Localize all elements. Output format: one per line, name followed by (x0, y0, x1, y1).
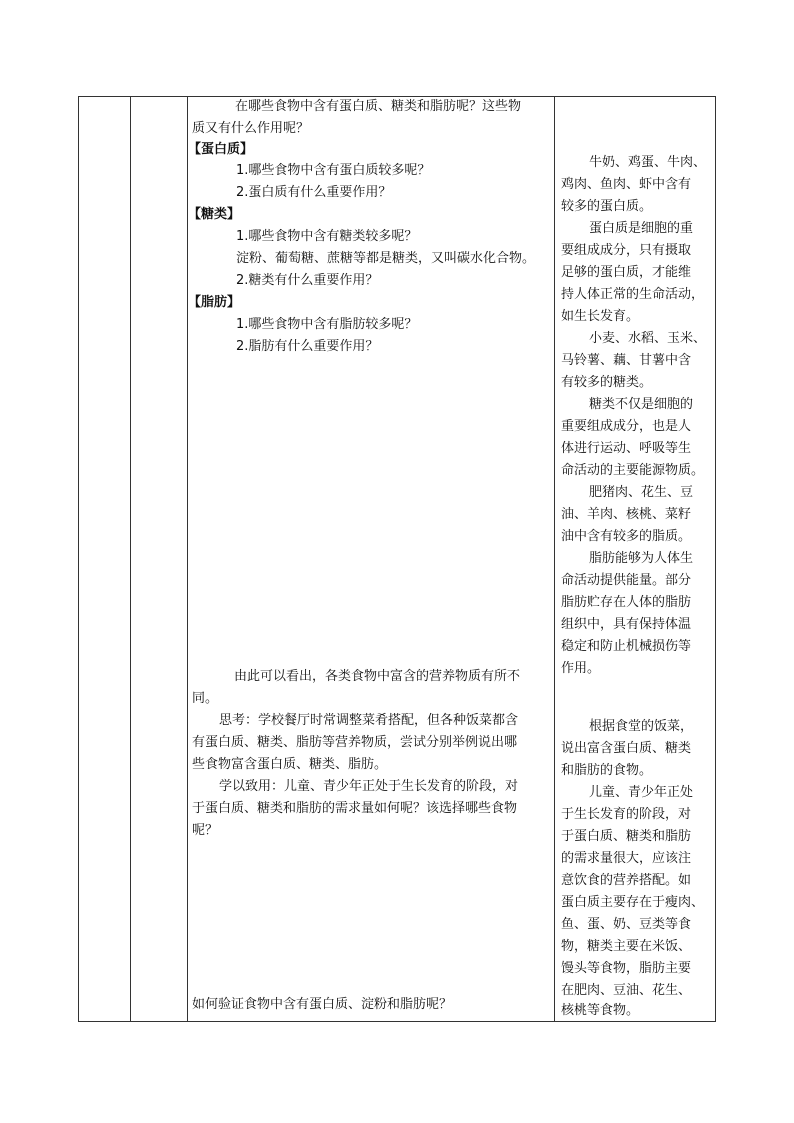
fat-role-line-6: 作用。 (561, 661, 601, 676)
sugar-role-line-4: 命活动的主要能源物质。 (561, 463, 705, 478)
verify-question: 如何验证食物中含有蛋白质、淀粉和脂肪呢？ (192, 997, 453, 1012)
protein-heading: 【蛋白质】 (188, 142, 254, 157)
youth-line-7: 鱼、蛋、奶、豆类等食 (561, 917, 692, 932)
sugar-role-line-3: 体进行运动、呼吸等生 (561, 441, 692, 456)
sugar-foods-line-1: 小麦、水稻、玉米、 (589, 331, 707, 346)
fat-role-line-2: 命活动提供能量。部分 (561, 573, 692, 588)
sugar-question-1: 1.哪些食物中含有糖类较多呢？ (236, 229, 418, 244)
fat-role-line-3: 脂肪贮存在人体的脂肪 (561, 595, 692, 610)
youth-line-5: 意饮食的营养搭配。如 (561, 873, 692, 888)
sugar-foods-line-2: 马铃薯、藕、甘薯中含 (561, 353, 692, 368)
youth-line-11: 核桃等食物。 (561, 1003, 640, 1018)
youth-line-8: 物，糖类主要在米饭、 (561, 939, 692, 954)
fat-heading: 【脂肪】 (188, 295, 241, 310)
protein-foods-line-1: 牛奶、鸡蛋、牛肉、 (589, 155, 707, 170)
youth-line-4: 的需求量很大，应该注 (561, 851, 692, 866)
protein-foods-line-3: 较多的蛋白质。 (561, 199, 653, 214)
protein-role-line-5: 如生长发育。 (561, 309, 640, 324)
column-divider-3 (554, 97, 555, 1021)
think-line-2: 有蛋白质、糖类、脂肪等营养物质，尝试分别举例说出哪 (192, 735, 518, 750)
column-divider-2 (187, 97, 188, 1021)
youth-line-6: 蛋白质主要存在于瘦肉、 (561, 895, 705, 910)
think-line-1: 思考：学校餐厅时常调整菜肴搭配，但各种饭菜都含 (219, 713, 519, 728)
canteen-line-1: 根据食堂的饭菜， (589, 719, 694, 734)
fat-question-2: 2.脂肪有什么重要作用？ (236, 339, 379, 354)
fat-foods-line-2: 油、羊肉、核桃、菜籽 (561, 507, 692, 522)
fat-question-1: 1.哪些食物中含有脂肪较多呢？ (236, 317, 418, 332)
apply-line-2: 于蛋白质、糖类和脂肪的需求量如何呢？该选择哪些食物 (192, 801, 518, 816)
canteen-line-2: 说出富含蛋白质、糖类 (561, 741, 692, 756)
intro-line-1: 在哪些食物中含有蛋白质、糖类和脂肪呢？这些物 (235, 99, 522, 114)
youth-line-2: 于生长发育的阶段，对 (561, 807, 692, 822)
sugar-role-line-1: 糖类不仅是细胞的 (589, 397, 694, 412)
apply-line-3: 呢？ (192, 823, 219, 838)
youth-line-3: 于蛋白质、糖类和脂肪 (561, 829, 692, 844)
conclusion-line-1: 由此可以看出，各类食物中富含的营养物质有所不 (234, 669, 521, 684)
sugar-question-2: 2.糖类有什么重要作用？ (236, 273, 379, 288)
think-line-3: 些食物富含蛋白质、糖类、脂肪。 (192, 757, 388, 772)
youth-line-1: 儿童、青少年正处 (589, 785, 694, 800)
intro-line-2: 质又有什么作用呢？ (192, 121, 310, 136)
canteen-line-3: 和脂肪的食物。 (561, 763, 653, 778)
protein-question-1: 1.哪些食物中含有蛋白质较多呢？ (236, 163, 431, 178)
protein-role-line-4: 持人体正常的生命活动， (561, 287, 705, 302)
protein-role-line-3: 足够的蛋白质，才能维 (561, 265, 692, 280)
protein-role-line-2: 要组成成分，只有摄取 (561, 243, 692, 258)
sugar-note: 淀粉、葡萄糖、蔗糖等都是糖类，又叫碳水化合物。 (236, 251, 536, 266)
sugar-foods-line-3: 有较多的糖类。 (561, 375, 653, 390)
protein-role-line-1: 蛋白质是细胞的重 (589, 221, 694, 236)
fat-foods-line-3: 油中含有较多的脂质。 (561, 529, 692, 544)
fat-role-line-1: 脂肪能够为人体生 (589, 551, 694, 566)
fat-foods-line-1: 肥猪肉、花生、豆 (589, 485, 694, 500)
youth-line-9: 馒头等食物，脂肪主要 (561, 961, 692, 976)
apply-line-1: 学以致用：儿童、青少年正处于生长发育的阶段，对 (219, 779, 519, 794)
protein-question-2: 2.蛋白质有什么重要作用？ (236, 185, 392, 200)
youth-line-10: 在肥肉、豆油、花生、 (561, 983, 692, 998)
fat-role-line-5: 稳定和防止机械损伤等 (561, 639, 692, 654)
protein-foods-line-2: 鸡肉、鱼肉、虾中含有 (561, 177, 692, 192)
column-divider-1 (130, 97, 131, 1021)
sugar-heading: 【糖类】 (188, 207, 241, 222)
sugar-role-line-2: 重要组成成分，也是人 (561, 419, 692, 434)
fat-role-line-4: 组织中，具有保持体温 (561, 617, 692, 632)
conclusion-line-2: 同。 (192, 691, 219, 706)
